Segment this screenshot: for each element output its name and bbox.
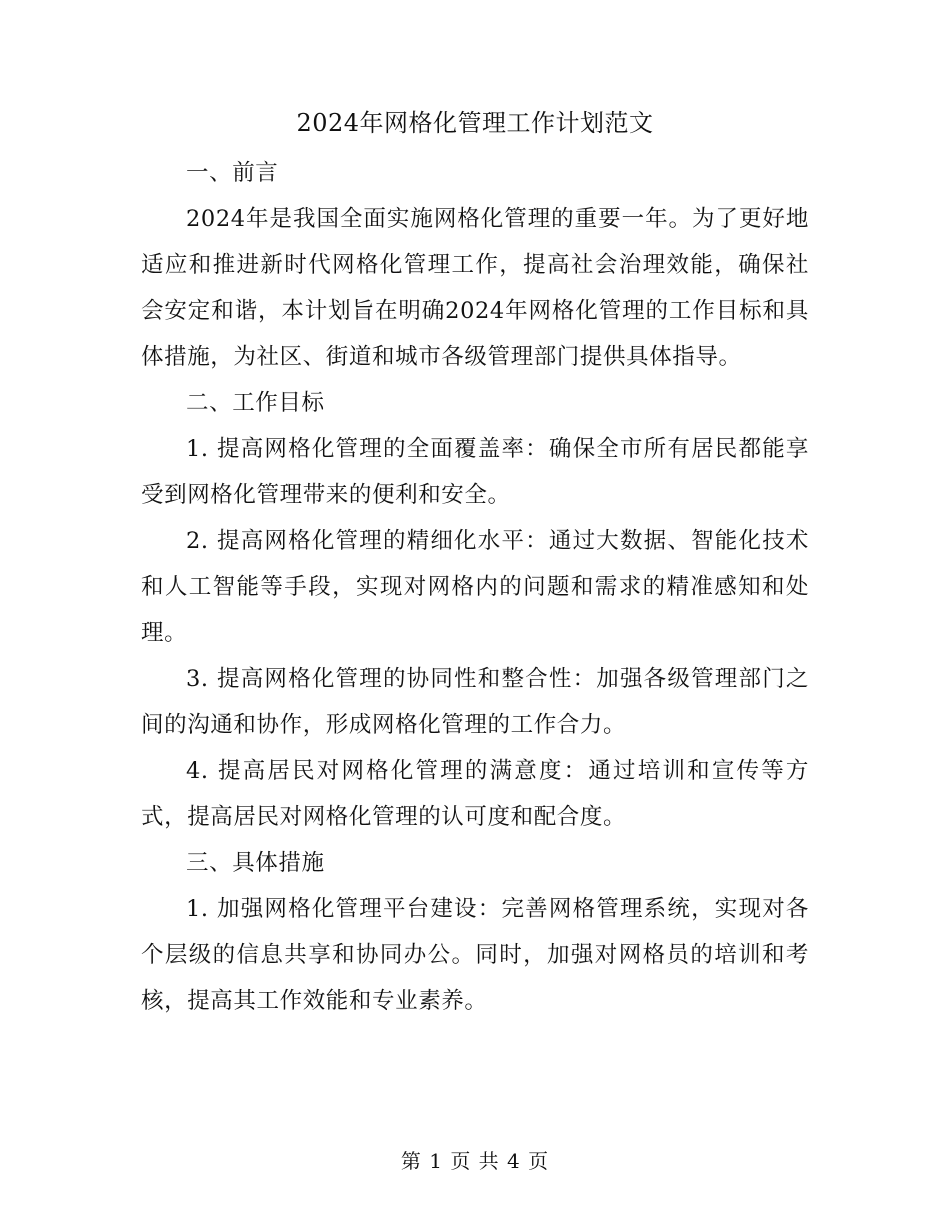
document-title: 2024年网格化管理工作计划范文 [296,109,654,137]
section-heading-preface: 一、前言 [186,160,279,186]
paragraph-preface: 2024年是我国全面实施网格化管理的重要一年。为了更好地适应和推进新时代网格化管理工作，提高社会治理效能，确保社会安定和谐，本计划旨在明确2024年网格化管理的工作目标和具体措施，为社区、街道和城市各级管理部门提供具体指导。 [141,206,809,370]
section-heading-goals: 二、工作目标 [186,390,325,416]
goal-item-4: 4. 提高居民对网格化管理的满意度：通过培训和宣传等方式，提高居民对网格化管理的认可度和配合度。 [141,758,809,830]
section-heading-measures: 三、具体措施 [186,850,325,876]
measure-item-1: 1. 加强网格化管理平台建设：完善网格管理系统，实现对各个层级的信息共享和协同办公。同时，加强对网格员的培训和考核，提高其工作效能和专业素养。 [141,896,809,1014]
document-body [141,150,809,1024]
goal-item-3: 3. 提高网格化管理的协同性和整合性：加强各级管理部门之间的沟通和协作，形成网格化管理的工作合力。 [141,666,809,738]
goal-item-2: 2. 提高网格化管理的精细化水平：通过大数据、智能化技术和人工智能等手段，实现对网格内的问题和需求的精准感知和处理。 [141,528,809,646]
page-footer: 第 1 页 共 4 页 [400,1149,550,1173]
goal-item-1: 1. 提高网格化管理的全面覆盖率：确保全市所有居民都能享受到网格化管理带来的便利和安全。 [141,436,809,508]
